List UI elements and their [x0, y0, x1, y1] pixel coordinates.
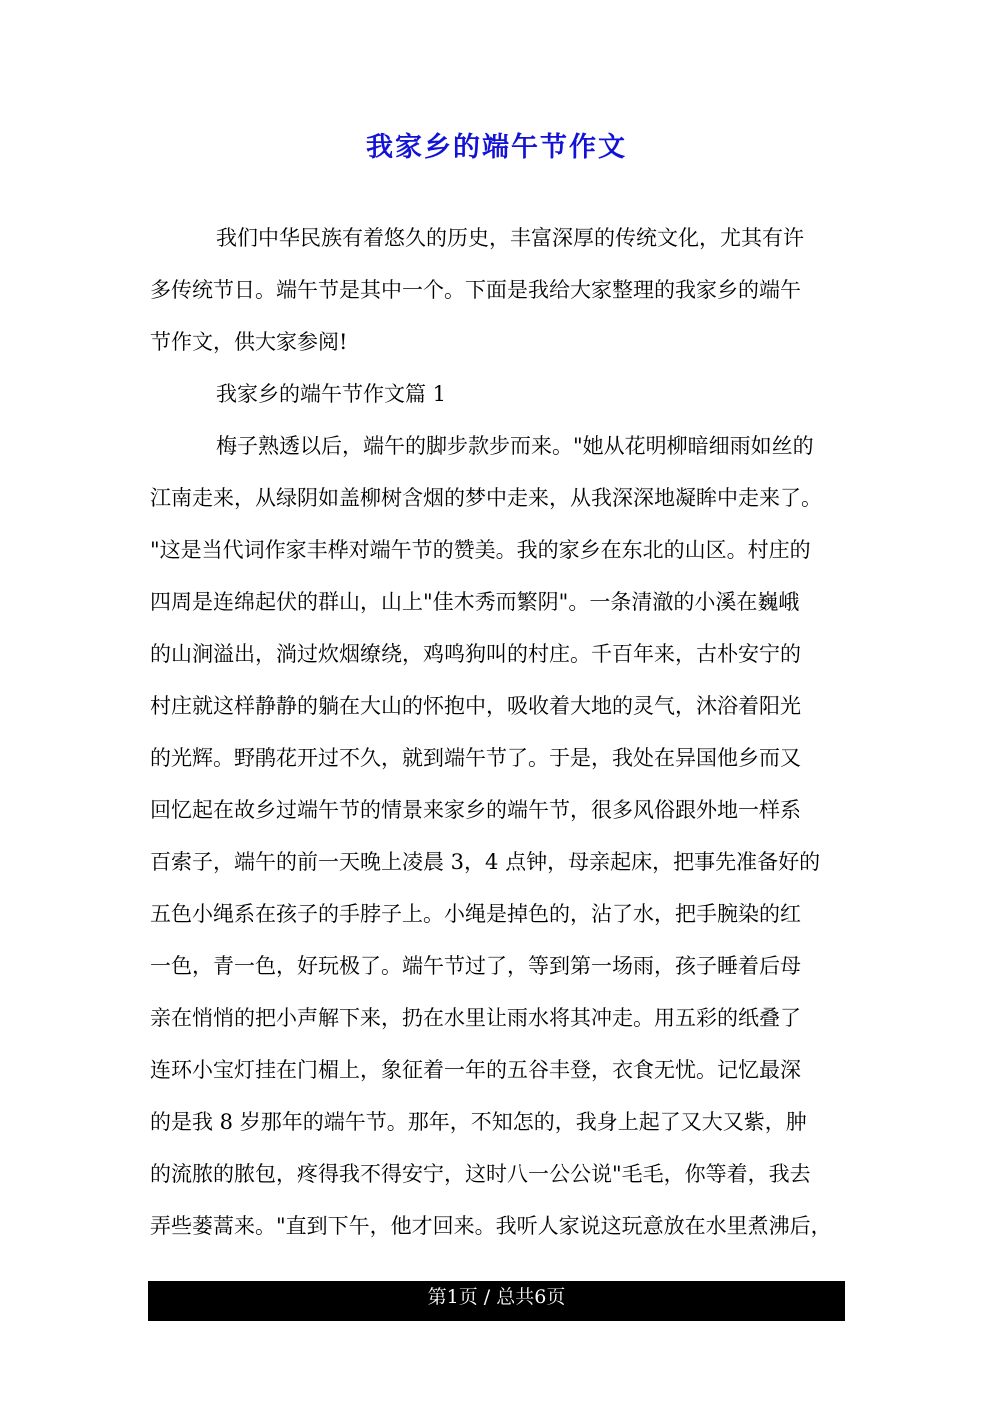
text-line-18: 的是我 8 岁那年的端午节。那年，不知怎的，我身上起了又大又紫，肿: [150, 1110, 807, 1134]
text-line-5: 梅子熟透以后，端午的脚步款步而来。"她从花明柳暗细雨如丝的: [216, 434, 814, 458]
text-line-11: 的光辉。野鹃花开过不久，就到端午节了。于是，我处在异国他乡而又: [150, 746, 801, 770]
text-line-8: 四周是连绵起伏的群山，山上"佳木秀而繁阴"。一条清澈的小溪在巍峨: [150, 590, 800, 614]
text-line-1: 我们中华民族有着悠久的历史，丰富深厚的传统文化，尤其有许: [216, 226, 804, 250]
text-line-19: 的流脓的脓包，疼得我不得安宁，这时八一公公说"毛毛，你等着，我去: [150, 1162, 811, 1186]
text-line-20: 弄些蒌蒿来。"直到下午，他才回来。我听人家说这玩意放在水里煮沸后，: [150, 1214, 832, 1238]
page-indicator: 第1页 / 总共6页: [427, 1286, 566, 1308]
text-line-12: 回忆起在故乡过端午节的情景来家乡的端午节，很多风俗跟外地一样系: [150, 798, 801, 822]
text-line-6: 江南走来，从绿阴如盖柳树含烟的梦中走来，从我深深地凝眸中走来了。: [150, 486, 822, 510]
text-line-15: 一色，青一色，好玩极了。端午节过了，等到第一场雨，孩子睡着后母: [150, 954, 801, 978]
page-title: 我家乡的端午节作文: [366, 132, 627, 163]
text-line-10: 村庄就这样静静的躺在大山的怀抱中，吸收着大地的灵气，沐浴着阳光: [150, 694, 801, 718]
text-line-2: 多传统节日。端午节是其中一个。下面是我给大家整理的我家乡的端午: [150, 278, 801, 302]
text-line-13: 百索子，端午的前一天晚上凌晨 3，4 点钟，母亲起床，把事先准备好的: [150, 850, 821, 874]
page-footer-bar: [148, 1281, 845, 1321]
text-line-16: 亲在悄悄的把小声解下来，扔在水里让雨水将其冲走。用五彩的纸叠了: [150, 1006, 801, 1030]
text-line-17: 连环小宝灯挂在门楣上，象征着一年的五谷丰登，衣食无忧。记忆最深: [150, 1058, 801, 1082]
section-heading: 我家乡的端午节作文篇 1: [216, 382, 447, 406]
text-line-9: 的山涧溢出，淌过炊烟缭绕，鸡鸣狗叫的村庄。千百年来，古朴安宁的: [150, 642, 801, 666]
text-line-7: "这是当代词作家丰桦对端午节的赞美。我的家乡在东北的山区。村庄的: [150, 538, 811, 562]
text-line-3: 节作文，供大家参阅!: [150, 330, 348, 354]
text-line-14: 五色小绳系在孩子的手脖子上。小绳是掉色的，沾了水，把手腕染的红: [150, 902, 801, 926]
